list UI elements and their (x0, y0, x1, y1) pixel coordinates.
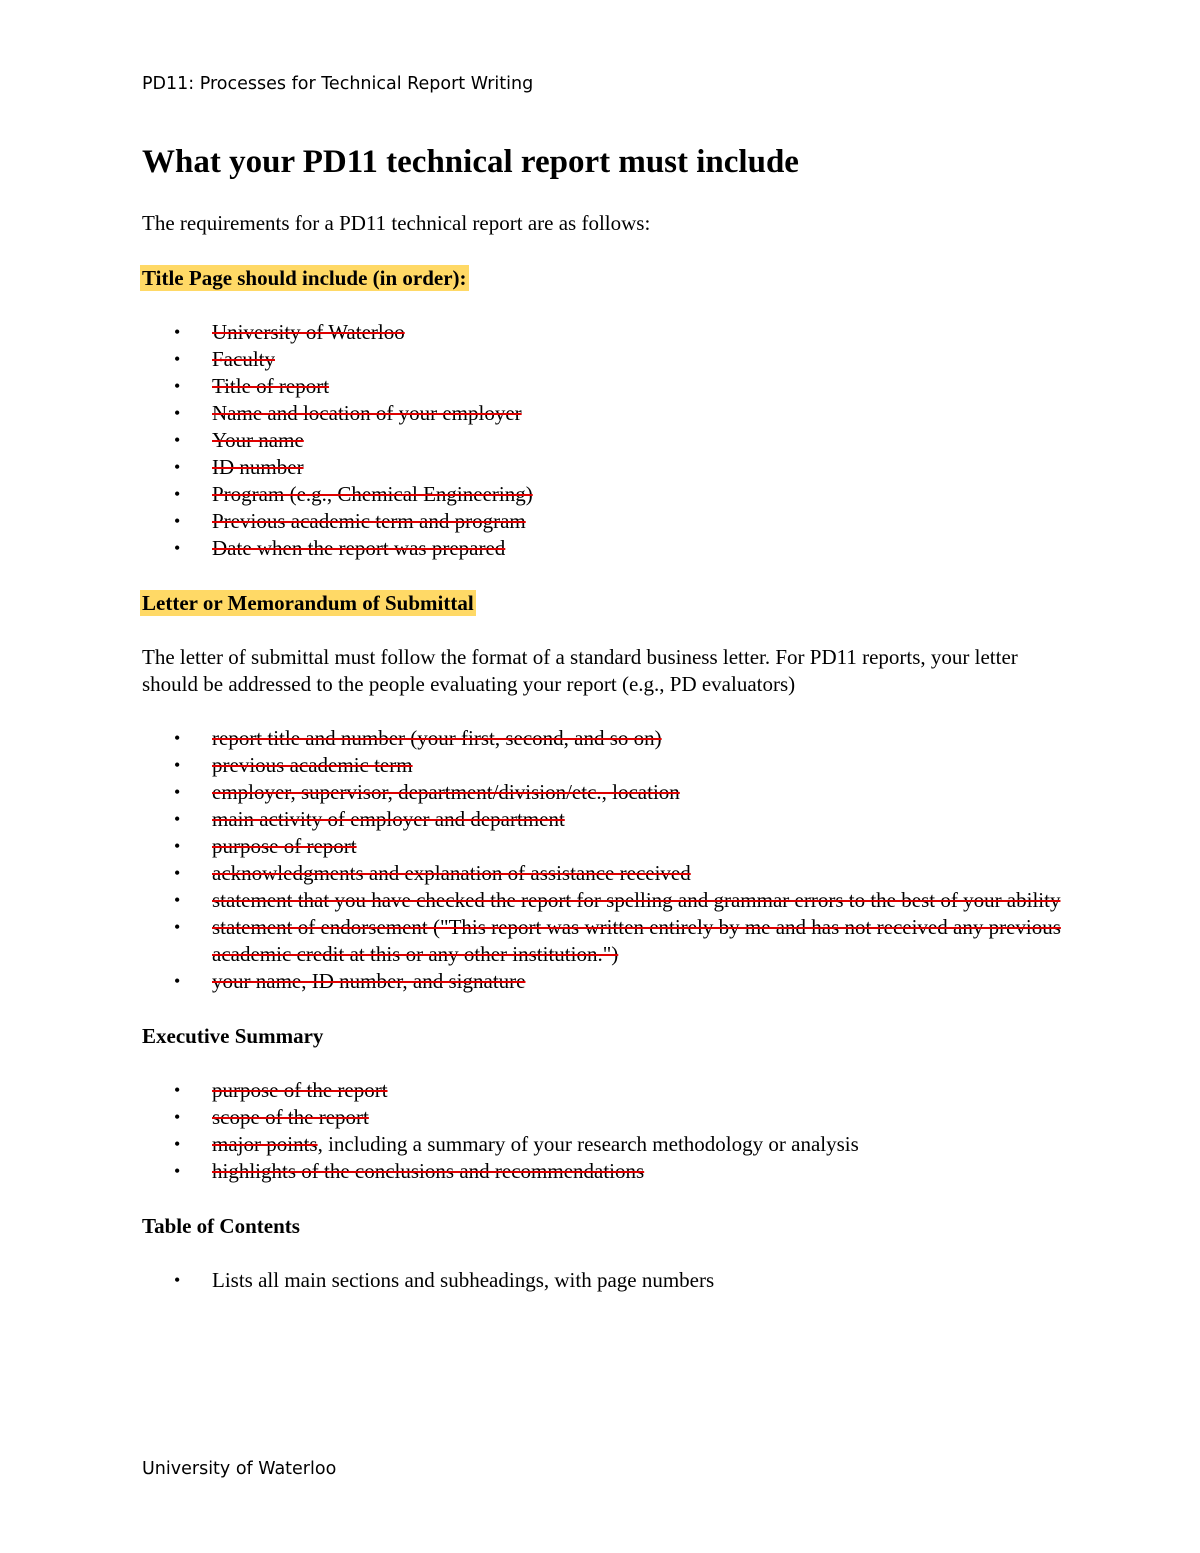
list-item: • Previous academic term and program (174, 509, 526, 533)
list-item: • University of Waterloo (174, 320, 405, 344)
list-item: • statement of endorsement ("This report was written entirely by me and has not received any previous academic credit at this or any other institution.") (174, 915, 1061, 966)
list-item: • Title of report (174, 374, 330, 398)
list-item: • main activity of employer and department (174, 807, 565, 831)
list-item: • acknowledgments and explanation of assistance received (174, 861, 691, 885)
document-body (142, 140, 1072, 1294)
list-item: • purpose of the report (174, 1078, 388, 1102)
page-title: What your PD11 technical report must include (142, 144, 799, 180)
list-item: • Your name (174, 428, 304, 452)
list-item: • Faculty (174, 347, 275, 371)
letter-list (142, 725, 1072, 995)
page-footer: University of Waterloo (142, 1459, 337, 1479)
list-item: • purpose of report (174, 834, 357, 858)
list-item: • Lists all main sections and subheadings, with page numbers (174, 1268, 715, 1292)
letter-heading: Letter or Memorandum of Submittal (142, 591, 474, 615)
title-page-heading: Title Page should include (in order): (142, 266, 467, 290)
list-item: • Date when the report was prepared (174, 536, 506, 560)
toc-heading: Table of Contents (142, 1214, 300, 1238)
list-item: • statement that you have checked the report for spelling and grammar errors to the best of your ability (174, 888, 1061, 912)
intro-paragraph: The requirements for a PD11 technical report are as follows: (142, 211, 651, 235)
list-item: • employer, supervisor, department/division/etc., location (174, 780, 680, 804)
letter-paragraph: The letter of submittal must follow the format of a standard business letter. For PD11 reports, your letter should be addressed to the people evaluating your report (e.g., PD evaluators) (142, 645, 1018, 696)
list-item: • scope of the report (174, 1105, 369, 1129)
list-item: • highlights of the conclusions and recommendations (174, 1159, 645, 1183)
executive-summary-heading: Executive Summary (142, 1024, 324, 1048)
list-item: • ID number (174, 455, 304, 479)
toc-list (142, 1267, 1072, 1294)
list-item: • previous academic term (174, 753, 413, 777)
list-item: • Name and location of your employer (174, 401, 522, 425)
title-page-list (142, 319, 1072, 562)
list-item: • report title and number (your first, second, and so on) (174, 726, 662, 750)
list-item: • your name, ID number, and signature (174, 969, 526, 993)
executive-summary-list (142, 1077, 1072, 1185)
page-header: PD11: Processes for Technical Report Writing (142, 74, 534, 94)
list-item: • major points, including a summary of your research methodology or analysis (174, 1132, 859, 1156)
list-item: • Program (e.g., Chemical Engineering) (174, 482, 533, 506)
